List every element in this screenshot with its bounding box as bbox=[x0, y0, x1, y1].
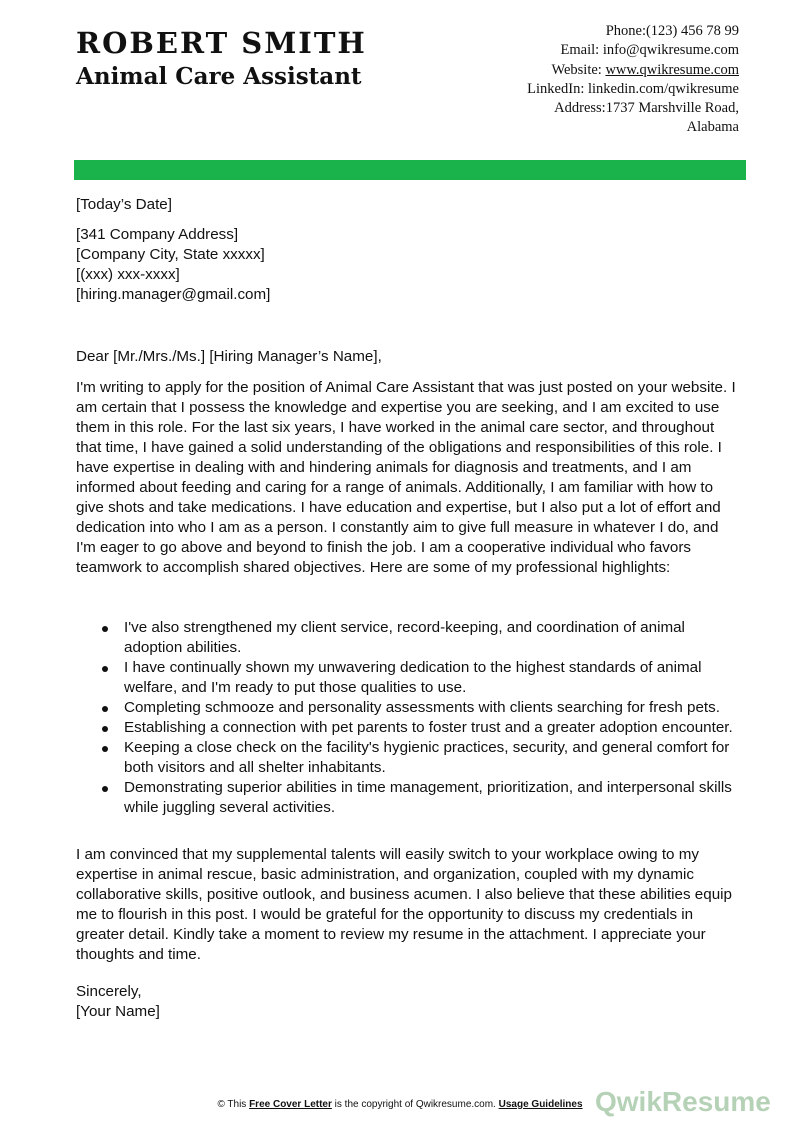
bullet-icon bbox=[102, 746, 108, 752]
list-item-text: Establishing a connection with pet parents to foster trust and a greater adoption encounter. bbox=[124, 719, 733, 736]
highlights-list bbox=[76, 618, 740, 818]
list-item-text: I have continually shown my unwavering dedication to the highest standards of animal welfare, and I'm ready to put those qualities to use. bbox=[124, 659, 702, 696]
list-item bbox=[76, 718, 740, 738]
signature-name: [Your Name] bbox=[76, 1003, 160, 1020]
bullet-icon bbox=[102, 786, 108, 792]
contact-email: Email: info@qwikresume.com bbox=[560, 42, 739, 59]
list-item-text: Demonstrating superior abilities in time management, prioritization, and interpersonal skills while juggling several activities. bbox=[124, 779, 732, 816]
address-line: [Company City, State xxxxx] bbox=[76, 246, 265, 263]
applicant-name: ROBERT SMITH bbox=[76, 26, 367, 60]
accent-divider-bar bbox=[74, 160, 746, 180]
bullet-icon bbox=[102, 666, 108, 672]
contact-address-line2: Alabama bbox=[686, 119, 739, 136]
footer-middle: is the copyright of Qwikresume.com. bbox=[331, 1099, 496, 1110]
website-link[interactable]: www.qwikresume.com bbox=[605, 61, 739, 78]
list-item-text: Completing schmooze and personality assessments with clients searching for fresh pets. bbox=[124, 699, 720, 716]
salutation: Dear [Mr./Mrs./Ms.] [Hiring Manager’s Name], bbox=[76, 348, 382, 365]
contact-address-line1: Address:1737 Marshville Road, bbox=[554, 100, 739, 117]
footer-prefix: © This bbox=[217, 1099, 250, 1110]
list-item bbox=[76, 778, 740, 818]
website-label: Website: bbox=[551, 61, 606, 78]
contact-linkedin: LinkedIn: linkedin.com/qwikresume bbox=[527, 80, 739, 97]
sign-off bbox=[76, 982, 740, 1022]
intro-paragraph: I'm writing to apply for the position of Animal Care Assistant that was just posted on your website. I am certain that I possess the knowledge and expertise you are seeking, and I am excited to use them in this role. For the last six years, I have worked in the animal care sector, and throughout that time, I have gained a solid understanding of the obligations and responsibilities of this role. I have expertise in dealing with and hindering animals for diagnosis and treatments, and I am informed about feeding and caring for a range of animals. Additionally, I am familiar with how to give shots and take medications. I have education and expertise, but I also put a lot of effort and dedication into who I am as a person. I constantly aim to give full measure in whatever I do, and I'm eager to go above and beyond to finish the job. I am a cooperative individual who favors teamwork to accomplish shared objectives. Here are some of my professional highlights: bbox=[76, 379, 736, 576]
bullet-icon bbox=[102, 706, 108, 712]
job-title: Animal Care Assistant bbox=[76, 63, 362, 90]
closing-paragraph: I am convinced that my supplemental talents will easily switch to your workplace owing to my expertise in animal rescue, basic administration, and organization, coupled with my dynamic collaborative skills, positive outlook, and business acumen. I also believe that these abilities equip me to flourish in this post. I would be grateful for the opportunity to discuss my credentials in greater detail. Kindly take a moment to review my resume in the attachment. I appreciate your thoughts and time. bbox=[76, 846, 732, 963]
address-line: [(xxx) xxx-xxxx] bbox=[76, 266, 180, 283]
copyright-footer bbox=[0, 1099, 800, 1110]
address-line: [341 Company Address] bbox=[76, 226, 239, 243]
contact-block bbox=[439, 22, 739, 138]
bullet-icon bbox=[102, 726, 108, 732]
list-item bbox=[76, 698, 740, 718]
free-cover-letter-link[interactable]: Free Cover Letter bbox=[249, 1099, 332, 1110]
list-item-text: I've also strengthened my client service, record-keeping, and coordination of animal adoption abilities. bbox=[124, 619, 685, 656]
list-item bbox=[76, 738, 740, 778]
usage-guidelines-link[interactable]: Usage Guidelines bbox=[498, 1099, 583, 1110]
closing-word: Sincerely, bbox=[76, 983, 142, 1000]
list-item-text: Keeping a close check on the facility's hygienic practices, security, and general comfort for both visitors and all shelter inhabitants. bbox=[124, 739, 730, 776]
letter-date: [Today’s Date] bbox=[76, 196, 172, 213]
list-item bbox=[76, 658, 740, 698]
watermark-logo: QwikResume bbox=[595, 1086, 771, 1117]
bullet-icon bbox=[102, 626, 108, 632]
recipient-address bbox=[76, 225, 740, 305]
address-line: [hiring.manager@gmail.com] bbox=[76, 286, 271, 303]
list-item bbox=[76, 618, 740, 658]
contact-website bbox=[439, 61, 739, 80]
contact-phone: Phone:(123) 456 78 99 bbox=[605, 23, 739, 39]
